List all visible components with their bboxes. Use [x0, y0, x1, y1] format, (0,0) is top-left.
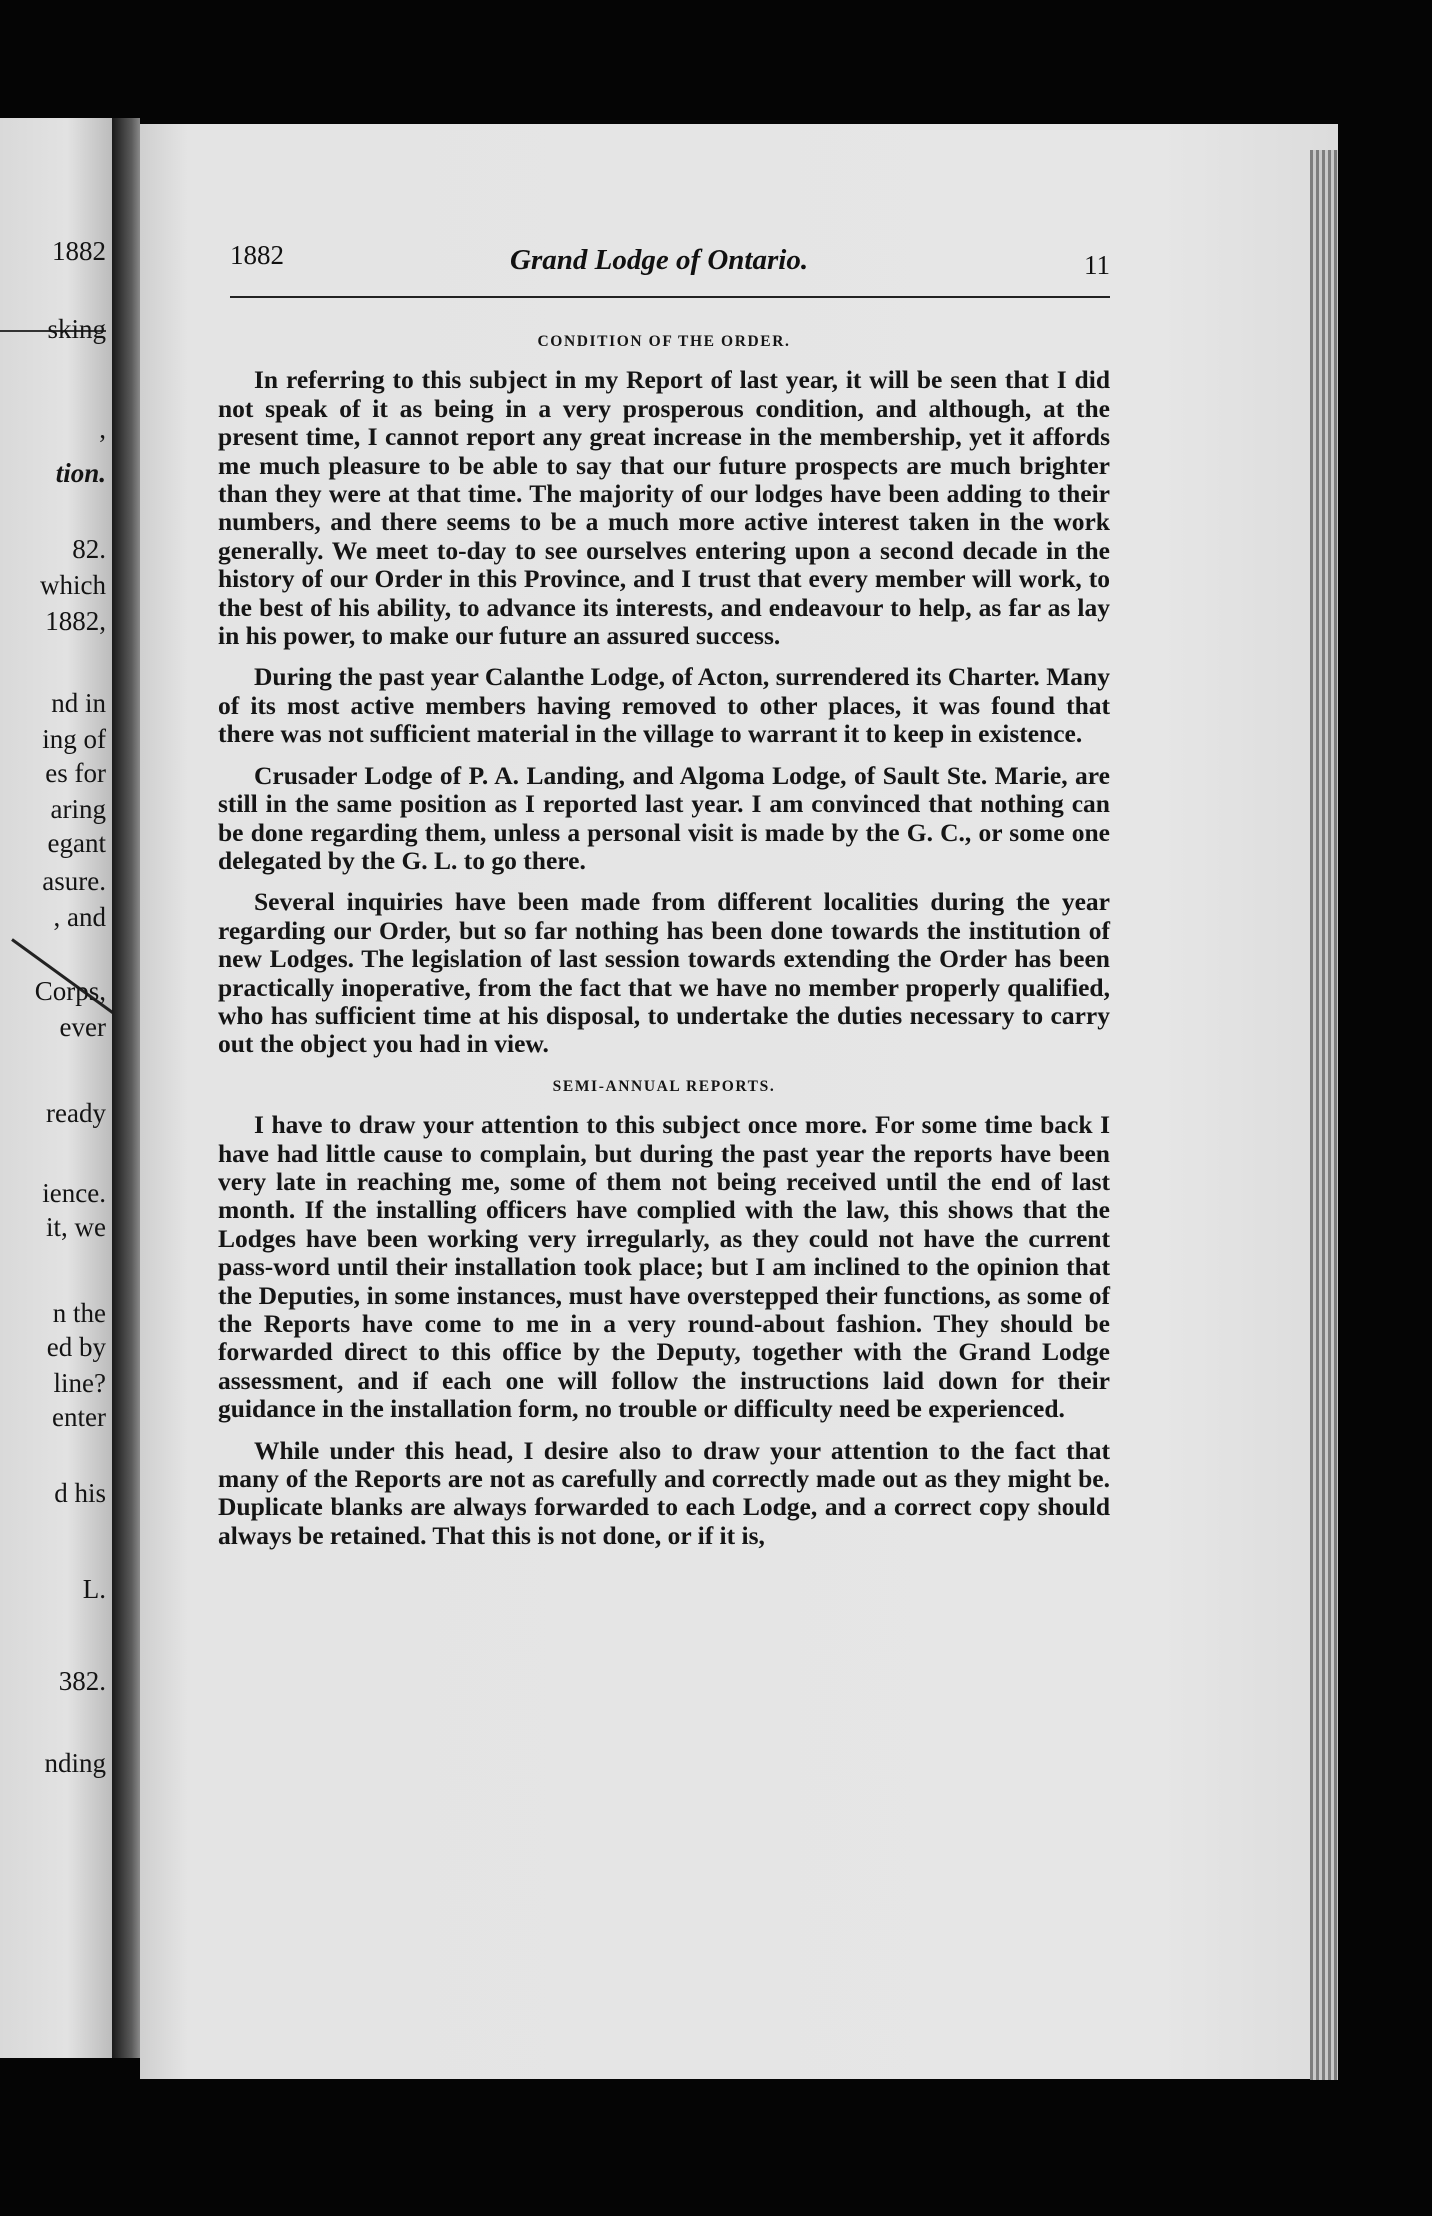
left-page-text-fragment: ience. [42, 1178, 106, 1208]
left-page-text-fragment: ready [46, 1098, 106, 1128]
page-number: 11 [1084, 250, 1110, 280]
left-page-text-fragment: 382. [58, 1666, 106, 1696]
left-page-text-fragment: 1882 [52, 236, 106, 266]
left-page-text-fragment: aring [50, 794, 106, 824]
left-page-text-fragment: ed by [46, 1332, 106, 1362]
left-page-text-fragment: Corps, [34, 976, 106, 1006]
header-title: Grand Lodge of Ontario. [510, 244, 809, 276]
header-year: 1882 [230, 240, 284, 270]
paragraph: Crusader Lodge of P. A. Landing, and Algoma Lodge, of Sault Ste. Marie, are still in the same position as I reported last year. I am convinced that nothing can be done regarding them, unless a personal visit is made by the G. C., or some one delegated by the G. L. to go there. [218, 760, 1110, 875]
section-heading-reports: SEMI-ANNUAL REPORTS. [552, 1077, 776, 1095]
left-page-text-fragment: 1882, [45, 606, 106, 636]
left-page-text-fragment: nding [44, 1748, 106, 1778]
left-page-text-fragment: n the [52, 1298, 106, 1328]
running-header [230, 240, 1110, 280]
left-page-text-fragment: ing of [42, 724, 106, 754]
left-page-text-fragment: line? [53, 1368, 106, 1398]
left-page-text-fragment: es for [45, 758, 106, 788]
paragraph: While under this head, I desire also to draw your attention to the fact that many of the Reports are not as carefully and correctly made out as they might be. Duplicate blanks are always forwarded to each Lodge, and a correct copy should always be retained. That this is not done, or if it is, [218, 1435, 1110, 1550]
left-page-text-fragment: tion. [55, 458, 106, 488]
left-page-text-fragment: sking [47, 314, 106, 344]
paragraph: During the past year Calanthe Lodge, of Acton, surrendered its Charter. Many of its most active members having removed to other places, it was found that there was not sufficient material in the village to warrant it to keep in existence. [218, 662, 1110, 749]
paragraph: In referring to this subject in my Report of last year, it will be seen that I did not speak of it as being in a very prosperous condition, and although, at the present time, I cannot report any great increase in the membership, yet it affords me much pleasure to be able to say that our future prospects are much brighter than they were at that time. The majority of our lodges have been adding to their numbers, and there seems to be a much more active interest taken in the work generally. We meet to-day to see ourselves entering upon a second decade in the history of our Order in this Province, and I trust that every member will work, to the best of his ability, to advance its interests, and endeavour to help, as far as lay in his power, to make our future an assured success. [218, 365, 1110, 651]
left-page-text-fragment: L. [82, 1574, 106, 1604]
paragraph: I have to draw your attention to this subject once more. For some time back I have had little cause to complain, but during the past year the reports have been very late in reaching me, some of them not being received until the end of last month. If the installing officers have complied with the law, this shows that the Lodges have been working very irregularly, as they could not have the current pass-word until their installation took place; but I am inclined to the opinion that the Deputies, in some instances, must have overstepped their functions, as some of the Reports have come to me in a very round-about fashion. They should be forwarded direct to this office by the Deputy, together with the Grand Lodge assessment, and if each one will follow the instructions laid down for their guidance in the installation form, no trouble or difficulty need be experienced. [218, 1110, 1110, 1424]
left-page-text-fragment: , and [53, 902, 106, 932]
left-page-text-fragment: nd in [51, 688, 106, 718]
left-page-text-fragment: 82. [72, 534, 106, 564]
paragraph: Several inquiries have been made from different localities during the year regarding our Order, but so far nothing has been done towards the institution of new Lodges. The legislation of last session towards extending the Order has been practically inoperative, from the fact that we have no member properly qualified, who has sufficient time at his disposal, to undertake the duties necessary to carry out the object you had in view. [218, 887, 1110, 1059]
left-facing-page [0, 118, 112, 2058]
page-body [218, 328, 1110, 1563]
section-heading-condition: CONDITION OF THE ORDER. [537, 333, 791, 350]
page-edges [1310, 150, 1338, 2080]
left-page-text-fragment: ever [59, 1012, 106, 1042]
left-page-text-fragment: it, we [46, 1212, 106, 1242]
header-rule [230, 296, 1110, 298]
left-page-text-fragment: enter [52, 1402, 106, 1432]
left-page-text-fragment: egant [47, 828, 106, 858]
left-page-text-fragment: which [40, 570, 106, 600]
left-page-text-fragment: , [99, 414, 106, 444]
book-gutter [112, 118, 140, 2058]
left-page-text-fragment: d his [54, 1478, 106, 1508]
left-page-text-fragment: asure. [42, 866, 106, 896]
